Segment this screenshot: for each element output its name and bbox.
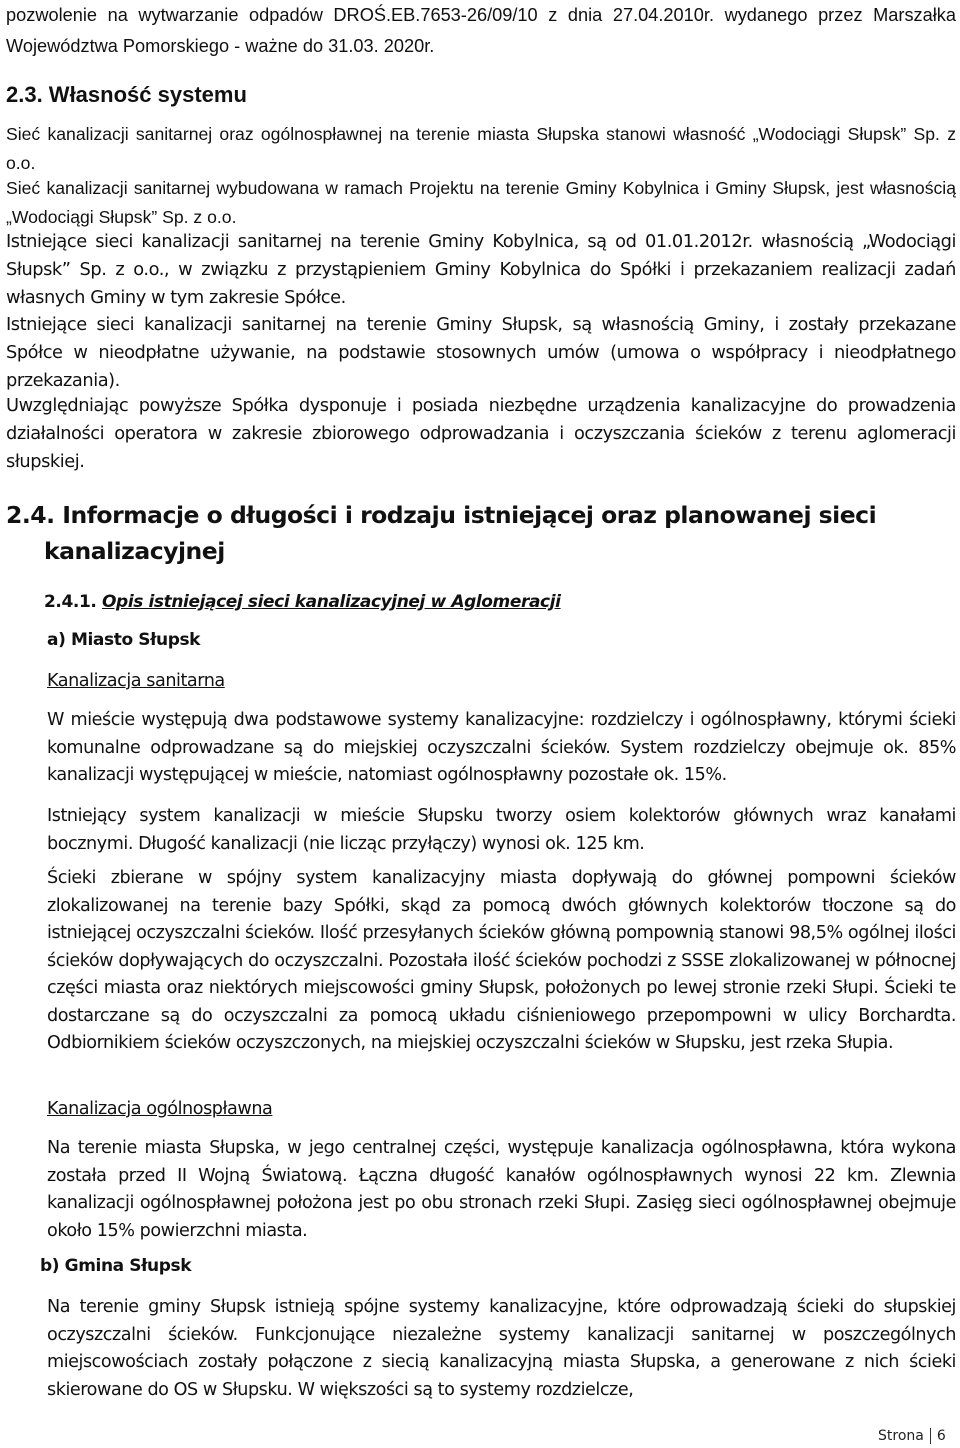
part-a-title: Miasto Słupsk <box>70 630 201 650</box>
subsection-title: Opis istniejącej sieci kanalizacyjnej w Aglomeracji <box>102 592 561 612</box>
city-paragraph-4: Na terenie miasta Słupska, w jego centralnej części, występuje kanalizacja ogólnospławna, która wykona została przed II Wojną Światową. Łączna długość kanałów ogólnospławnych wynosi 22 km. Zlewnia kanalizacji ogólnospławnej położona jest po obu stronach rzeki Słupi. Zasięg sieci ogólnospławnej obejmuje około 15% powierzchni miasta. <box>47 1138 956 1241</box>
part-a-heading <box>47 630 200 650</box>
subsection-2-4-1-heading <box>44 592 561 612</box>
section-2-3-heading: 2.3. Własność systemu <box>6 82 247 107</box>
intro-paragraph: pozwolenie na wytwarzanie odpadów DROŚ.EB.7653-26/09/10 z dnia 27.04.2010r. wydanego przez Marszałka Województwa Pomorskiego - ważne do 31.03. 2020r. <box>6 5 956 56</box>
commune-paragraph-1: Na terenie gminy Słupsk istnieją spójne systemy kanalizacyjne, które odprowadzają ścieki do słupskiej oczyszczalni ścieków. Funkcjonujące niezależne systemy kanalizacji sanitarnej w poszczególnych miejscowościach zostały połączone z siecią kanalizacyjną miasta Słupska, a generowane z nich ścieki skierowane do OS w Słupsku. W większości są to systemy rozdzielcze, <box>47 1297 956 1400</box>
combined-sewer-heading: Kanalizacja ogólnospławna <box>47 1099 273 1119</box>
part-b-title: Gmina Słupsk <box>64 1256 192 1276</box>
section-2-4-heading <box>6 497 876 569</box>
page-footer <box>878 1428 946 1444</box>
part-b-heading <box>40 1256 191 1276</box>
footer-divider <box>930 1428 931 1444</box>
city-paragraph-1: W mieście występują dwa podstawowe systemy kanalizacyjne: rozdzielczy i ogólnospławny, którymi ścieki komunalne odprowadzane są do miejskiej oczyszczalni ścieków. System rozdzielczy obejmuje ok. 85% kanalizacji występującej w mieście, natomiast ogólnospławny pozostałe ok. 15%. <box>47 710 956 785</box>
ownership-paragraph-4: Istniejące sieci kanalizacji sanitarnej na terenie Gminy Słupsk, są własnością Gminy, i zostały przekazane Spółce w nieodpłatne używanie, na podstawie stosownych umów (umowa o współpracy i nieodpłatnego przekazania). <box>6 314 956 391</box>
city-paragraph-2: Istniejący system kanalizacji w mieście Słupsku tworzy osiem kolektorów głównych wraz kanałami bocznymi. Długość kanalizacji (nie licząc przyłączy) wynosi ok. 125 km. <box>47 806 956 854</box>
section-2-4-heading-line-1: 2.4. Informacje o długości i rodzaju istniejącej oraz planowanej sieci <box>6 501 877 529</box>
page-label: Strona <box>878 1428 924 1444</box>
subsection-number: 2.4.1. <box>44 592 97 612</box>
sanitary-sewer-heading: Kanalizacja sanitarna <box>47 671 225 691</box>
part-a-label: a) <box>47 630 66 650</box>
ownership-paragraph-3: Istniejące sieci kanalizacji sanitarnej na terenie Gminy Kobylnica, są od 01.01.2012r. własnością „Wodociągi Słupsk” Sp. z o.o., w związku z przystąpieniem Gminy Kobylnica do Spółki i przekazaniem realizacji zadań własnych Gminy w tym zakresie Spółce. <box>6 231 956 308</box>
ownership-paragraph-1: Sieć kanalizacji sanitarnej oraz ogólnospławnej na terenie miasta Słupska stanowi własność „Wodociągi Słupsk” Sp. z o.o. <box>6 124 956 173</box>
ownership-paragraph-5: Uwzględniając powyższe Spółka dysponuje i posiada niezbędne urządzenia kanalizacyjne do prowadzenia działalności operatora w zakresie zbiorowego odprowadzania i oczyszczania ścieków z terenu aglomeracji słupskiej. <box>6 395 956 472</box>
part-b-label: b) <box>40 1256 60 1276</box>
ownership-paragraph-2: Sieć kanalizacji sanitarnej wybudowana w ramach Projektu na terenie Gminy Kobylnica i Gminy Słupsk, jest własnością „Wodociągi Słupsk” Sp. z o.o. <box>6 178 956 227</box>
page-number: 6 <box>936 1428 946 1444</box>
section-2-4-heading-line-2: kanalizacyjnej <box>44 537 225 565</box>
city-paragraph-3: Ścieki zbierane w spójny system kanalizacyjny miasta dopływają do głównej pompowni ścieków zlokalizowanej na terenie bazy Spółki, skąd za pomocą dwóch głównych kolektorów tłoczone są do istniejącej oczyszczalni ścieków. Ilość przesyłanych ścieków główną pompownią stanowi 98,5% ogólnej ilości ścieków dopływających do oczyszczalni. Pozostała ilość ścieków pochodzi z SSSE zlokalizowanej w północnej części miasta oraz niektórych miejscowości gminy Słupsk, położonych po lewej stronie rzeki Słupi. Ścieki te dostarczane są do oczyszczalni za pomocą układu ciśnieniowego przepompowni w ulicy Borchardta. Odbiornikiem ścieków oczyszczonych, na miejskiej oczyszczalni ścieków w Słupsku, jest rzeka Słupia. <box>47 868 956 1053</box>
